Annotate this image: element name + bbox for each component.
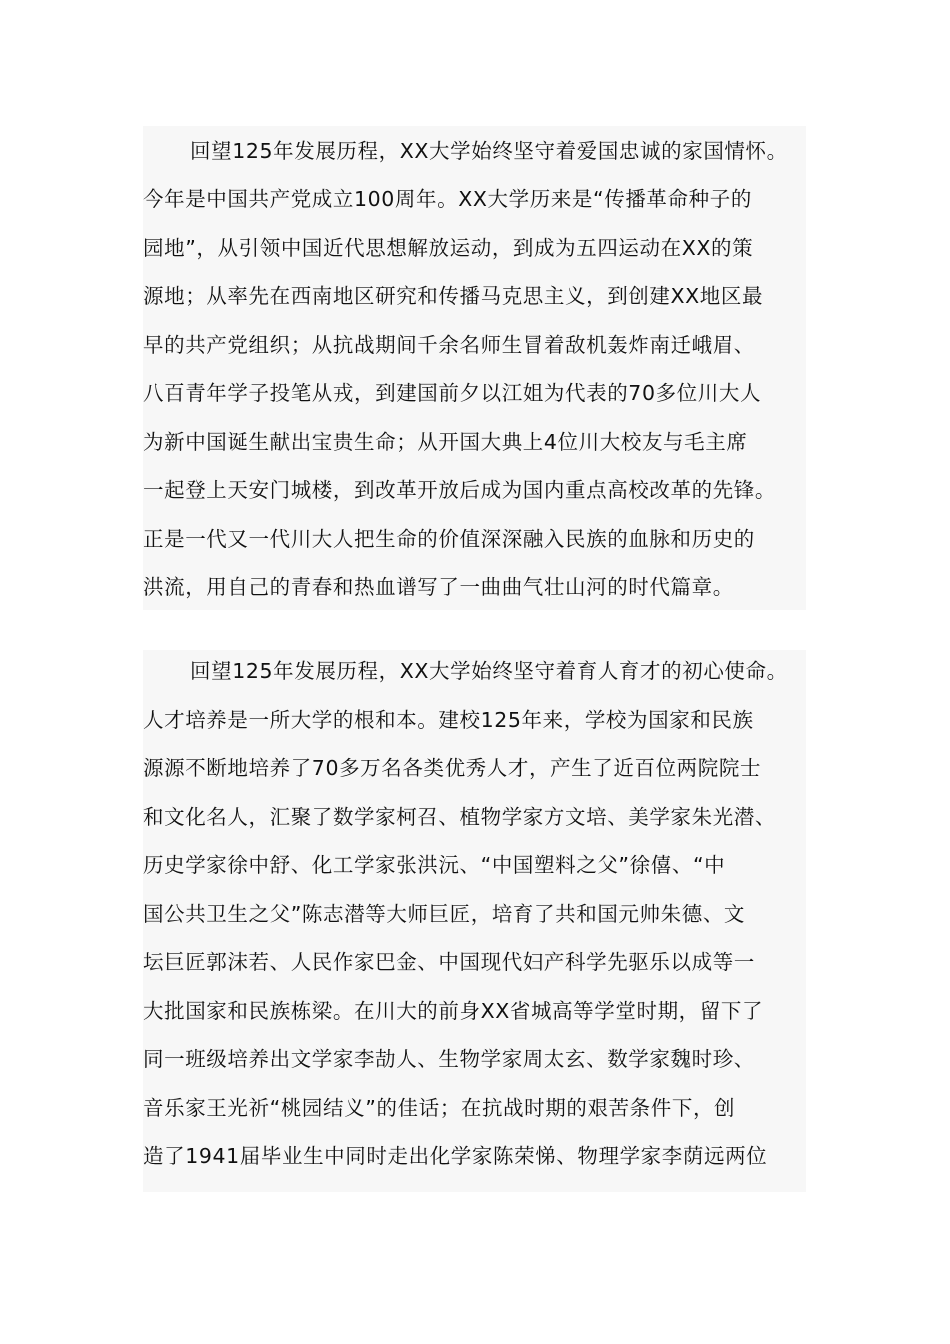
paragraph-1-line-8: 一起登上天安门城楼，到改革开放后成为国内重点高校改革的先锋。 xyxy=(143,478,776,502)
paragraph-1-line-10: 洪流，用自己的青春和热血谱写了一曲曲气壮山河的时代篇章。 xyxy=(143,575,734,599)
paragraph-1-line-1: 回望125年发展历程，XX大学始终坚守着爱国忠诚的家国情怀。 xyxy=(190,139,788,163)
paragraph-2-line-2: 人才培养是一所大学的根和本。建校125年来，学校为国家和民族 xyxy=(143,708,754,732)
paragraph-1-line-5: 早的共产党组织；从抗战期间千余名师生冒着敌机轰炸南迁峨眉、 xyxy=(143,333,755,357)
paragraph-1-line-9: 正是一代又一代川大人把生命的价值深深融入民族的血脉和历史的 xyxy=(143,527,755,551)
paragraph-1-line-3: 园地”，从引领中国近代思想解放运动，到成为五四运动在XX的策 xyxy=(143,236,754,260)
paragraph-2-line-7: 坛巨匠郭沫若、人民作家巴金、中国现代妇产科学先驱乐以成等一 xyxy=(143,950,755,974)
paragraph-2-line-8: 大批国家和民族栋梁。在川大的前身XX省城高等学堂时期，留下了 xyxy=(143,999,764,1023)
paragraph-1-line-4: 源地；从率先在西南地区研究和传播马克思主义，到创建XX地区最 xyxy=(143,284,764,308)
paragraph-2-line-3: 源源不断地培养了70多万名各类优秀人才，产生了近百位两院院士 xyxy=(143,756,762,780)
paragraph-1-line-2: 今年是中国共产党成立100周年。XX大学历来是“传播革命种子的 xyxy=(143,187,752,211)
paragraph-2-line-10: 音乐家王光祈“桃园结义”的佳话；在抗战时期的艰苦条件下，创 xyxy=(143,1096,736,1120)
paragraph-1-line-7: 为新中国诞生献出宝贵生命；从开国大典上4位川大校友与毛主席 xyxy=(143,430,748,454)
paragraph-2-line-5: 历史学家徐中舒、化工学家张洪沅、“中国塑料之父”徐僖、“中 xyxy=(143,853,726,877)
paragraph-1-line-6: 八百青年学子投笔从戎，到建国前夕以江姐为代表的70多位川大人 xyxy=(143,381,762,405)
paragraph-2-line-6: 国公共卫生之父”陈志潜等大师巨匠，培育了共和国元帅朱德、文 xyxy=(143,902,746,926)
paragraph-2-line-9: 同一班级培养出文学家李劼人、生物学家周太玄、数学家魏时珍、 xyxy=(143,1047,755,1071)
paragraph-2-line-1: 回望125年发展历程，XX大学始终坚守着育人育才的初心使命。 xyxy=(190,659,788,683)
paragraph-2-line-11: 造了1941届毕业生中同时走出化学家陈荣悌、物理学家李荫远两位 xyxy=(143,1144,768,1168)
paragraph-2-line-4: 和文化名人，汇聚了数学家柯召、植物学家方文培、美学家朱光潜、 xyxy=(143,805,776,829)
